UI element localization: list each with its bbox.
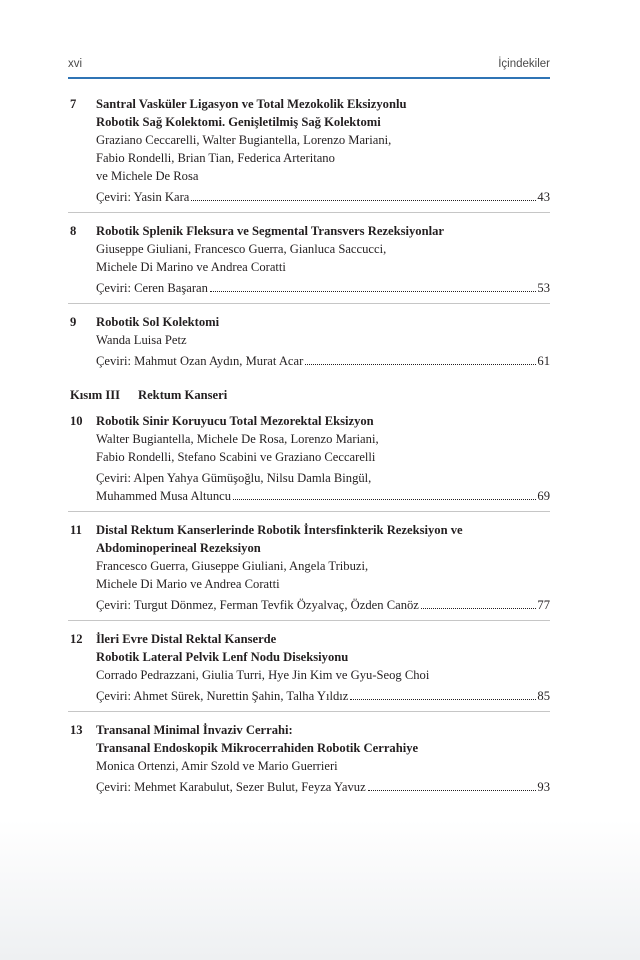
entry-divider	[68, 303, 550, 304]
part-title: Rektum Kanseri	[138, 388, 228, 402]
chapter-title-line: Robotik Lateral Pelvik Lenf Nodu Diseksiyonu	[96, 650, 349, 664]
toc-entry[interactable]	[68, 721, 550, 796]
table-of-contents	[68, 95, 550, 796]
dot-leader	[368, 790, 537, 791]
entry-divider	[68, 212, 550, 213]
chapter-number: 10	[70, 414, 83, 428]
translator-row	[96, 188, 550, 206]
toc-entry[interactable]	[68, 95, 550, 206]
author-line: Walter Bugiantella, Michele De Rosa, Lorenzo Mariani,	[96, 432, 379, 446]
author-line: Graziano Ceccarelli, Walter Bugiantella, Lorenzo Mariani,	[96, 133, 392, 147]
page-number: xvi	[68, 58, 83, 70]
chapter-title-line: Transanal Endoskopik Mikrocerrahiden Robotik Cerrahiye	[96, 741, 419, 755]
translator-row	[96, 778, 550, 796]
entry-body	[96, 630, 550, 705]
dot-leader	[233, 499, 536, 500]
translator-text: Çeviri: Mehmet Karabulut, Sezer Bulut, Feyza Yavuz	[96, 780, 366, 794]
author-line: Fabio Rondelli, Stefano Scabini ve Graziano Ceccarelli	[96, 450, 376, 464]
chapter-number: 7	[70, 97, 77, 111]
author-line: Giuseppe Giuliani, Francesco Guerra, Gianluca Saccucci,	[96, 242, 387, 256]
dot-leader	[350, 699, 536, 700]
entry-body	[96, 313, 550, 370]
part-label: Kısım III	[70, 388, 121, 402]
translator-line: Çeviri: Alpen Yahya Gümüşoğlu, Nilsu Damla Bingül,	[96, 471, 372, 485]
page-reference[interactable]: 53	[537, 281, 550, 295]
chapter-title-line: Santral Vasküler Ligasyon ve Total Mezokolik Eksizyonlu	[96, 97, 407, 111]
toc-entry[interactable]	[68, 313, 550, 370]
entry-body	[96, 95, 550, 206]
author-line: Francesco Guerra, Giuseppe Giuliani, Angela Tribuzi,	[96, 559, 369, 573]
translator-row	[96, 687, 550, 705]
author-line: Michele Di Mario ve Andrea Coratti	[96, 577, 280, 591]
dot-leader	[421, 608, 537, 609]
entry-divider	[68, 511, 550, 512]
author-line: ve Michele De Rosa	[96, 169, 199, 183]
translator-text: Muhammed Musa Altuncu	[96, 489, 232, 503]
page-reference[interactable]: 77	[537, 598, 550, 612]
header-rule	[68, 77, 550, 79]
chapter-title-line: Abdominoperineal Rezeksiyon	[96, 541, 261, 555]
author-line: Michele Di Marino ve Andrea Coratti	[96, 260, 286, 274]
toc-entry[interactable]	[68, 521, 550, 614]
author-line: Monica Ortenzi, Amir Szold ve Mario Guerrieri	[96, 759, 338, 773]
entry-body	[96, 222, 550, 297]
toc-group-after	[68, 412, 550, 796]
chapter-title-line: Robotik Splenik Fleksura ve Segmental Transvers Rezeksiyonlar	[96, 224, 444, 238]
translator-text: Çeviri: Ceren Başaran	[96, 281, 208, 295]
translator-row	[96, 596, 550, 614]
entry-body	[96, 521, 550, 614]
part-heading	[70, 386, 550, 404]
chapter-title-line: İleri Evre Distal Rektal Kanserde	[96, 632, 277, 646]
chapter-number: 9	[70, 315, 77, 329]
toc-group-before	[68, 95, 550, 370]
dot-leader	[210, 291, 537, 292]
entry-divider	[68, 620, 550, 621]
page-reference[interactable]: 43	[537, 190, 550, 204]
chapter-title-line: Robotik Sinir Koruyucu Total Mezorektal Eksizyon	[96, 414, 374, 428]
chapter-title-line: Robotik Sol Kolektomi	[96, 315, 220, 329]
translator-text: Çeviri: Yasin Kara	[96, 190, 190, 204]
chapter-title-line: Distal Rektum Kanserlerinde Robotik İntersfinkterik Rezeksiyon ve	[96, 523, 463, 537]
page-reference[interactable]: 85	[537, 689, 550, 703]
chapter-number: 8	[70, 224, 77, 238]
toc-entry[interactable]	[68, 222, 550, 297]
dot-leader	[191, 200, 536, 201]
entry-body	[96, 721, 550, 796]
chapter-number: 12	[70, 632, 83, 646]
author-line: Corrado Pedrazzani, Giulia Turri, Hye Jin Kim ve Gyu-Seog Choi	[96, 668, 430, 682]
author-line: Wanda Luisa Petz	[96, 333, 187, 347]
running-title: İçindekiler	[498, 58, 550, 70]
page-reference[interactable]: 69	[537, 489, 550, 503]
chapter-title-line: Robotik Sağ Kolektomi. Genişletilmiş Sağ Kolektomi	[96, 115, 381, 129]
translator-row	[96, 352, 550, 370]
author-line: Fabio Rondelli, Brian Tian, Federica Arteritano	[96, 151, 335, 165]
page-reference[interactable]: 61	[537, 354, 550, 368]
dot-leader	[305, 364, 536, 365]
entry-body	[96, 412, 550, 505]
page-reference[interactable]: 93	[537, 780, 550, 794]
chapter-number: 11	[70, 523, 82, 537]
running-header	[68, 58, 550, 74]
translator-text: Çeviri: Turgut Dönmez, Ferman Tevfik Özyalvaç, Özden Canöz	[96, 598, 419, 612]
translator-row	[96, 487, 550, 505]
chapter-title-line: Transanal Minimal İnvaziv Cerrahi:	[96, 723, 293, 737]
entry-divider	[68, 711, 550, 712]
translator-row	[96, 279, 550, 297]
translator-text: Çeviri: Ahmet Sürek, Nurettin Şahin, Talha Yıldız	[96, 689, 349, 703]
translator-text: Çeviri: Mahmut Ozan Aydın, Murat Acar	[96, 354, 304, 368]
toc-entry[interactable]	[68, 412, 550, 505]
chapter-number: 13	[70, 723, 83, 737]
toc-entry[interactable]	[68, 630, 550, 705]
page-bottom-shade	[0, 820, 640, 960]
